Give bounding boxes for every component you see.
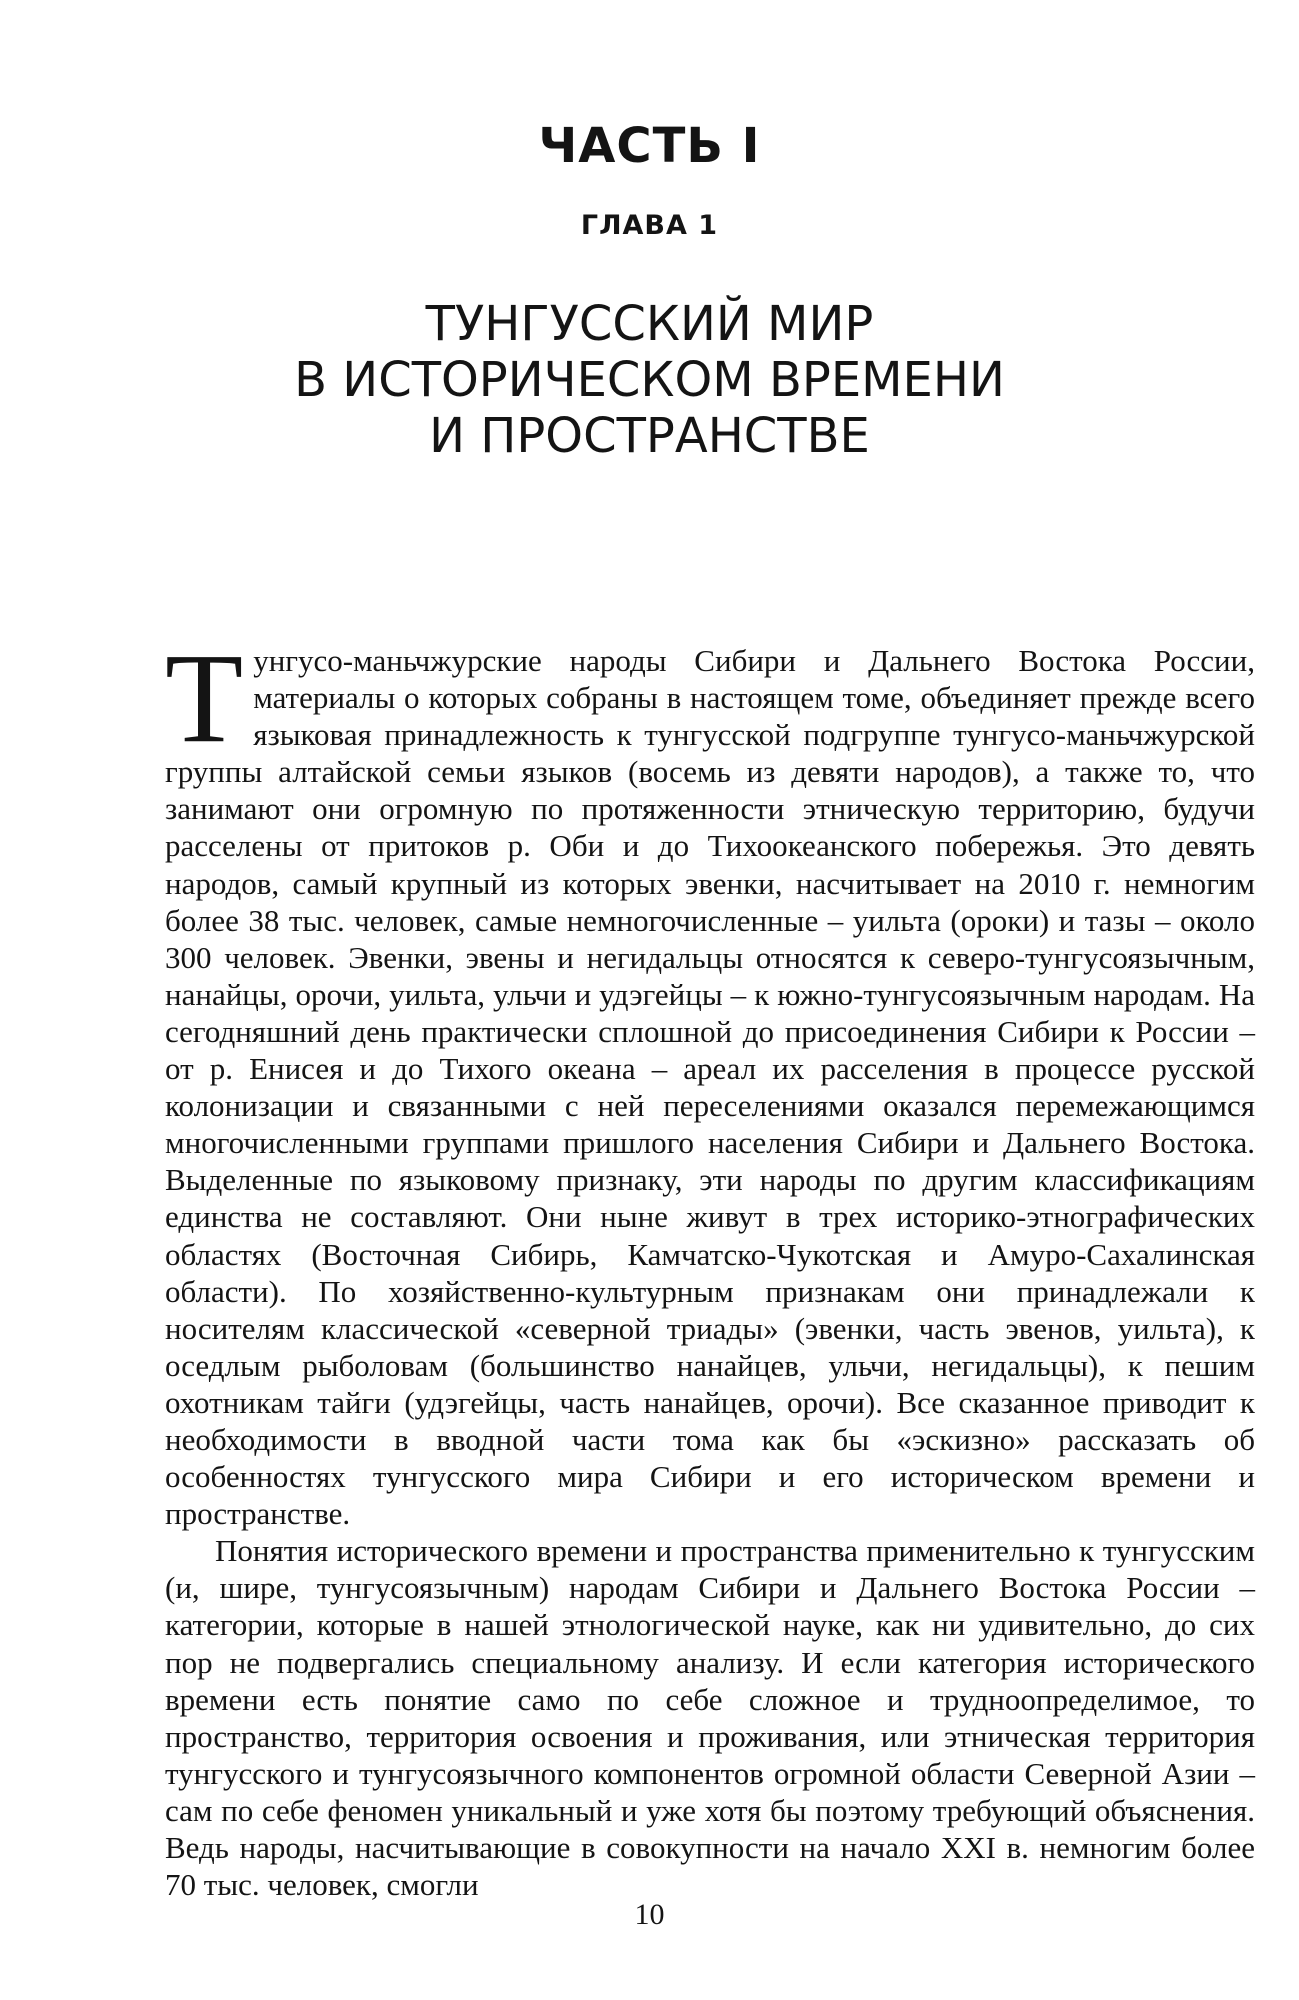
- paragraph-1-text: унгусо-маньчжурские народы Сибири и Дальнего Востока России, материалы о которых собраны в настоящем томе, объединяет прежде всего языковая принадлежность к тунгусской подгруппе тунгусо-маньчжурской группы алтайской семьи языков (восемь из девяти народов), а также то, что занимают они огромную по протяженности этническую территорию, будучи расселены от притоков р. Оби и до Тихоокеанского побережья. Это девять народов, самый крупный из которых эвенки, насчитывает на 2010 г. немногим более 38 тыс. человек, самые немногочисленные – уильта (ороки) и тазы – около 300 человек. Эвенки, эвены и негидальцы относятся к северо-тунгусоязычным, нанайцы, орочи, уильта, ульчи и удэгейцы – к южно-тунгусоязычным народам. На сегодняшний день практически сплошной до присоединения Сибири к России – от р. Енисея и до Тихого океана – ареал их расселения в процессе русской колонизации и связанными с ней переселениями оказался перемежающимся многочисленными группами пришлого населения Сибири и Дальнего Востока. Выделенные по языковому признаку, эти народы по другим классификациям единства не составляют. Они ныне живут в трех историко-этнографических областях (Восточная Сибирь, Камчатско-Чукотская и Амуро-Сахалинская области). По хозяйственно-культурным признакам они принадлежали к носителям классической «северной триады» (эвенки, часть эвенов, уильта), к оседлым рыболовам (большинство нанайцев, ульчи, негидальцы), к пешим охотникам тайги (удэгейцы, часть нанайцев, орочи). Все сказанное приводит к необходимости в вводной части тома как бы «эскизно» рассказать об особенностях тунгусского мира Сибири и его историческом времени и пространстве.: [165, 643, 1255, 1532]
- paragraph-1: [165, 627, 1255, 1532]
- chapter-title: [0, 296, 1299, 464]
- paragraph-2: Понятия исторического времени и пространства применительно к тунгусским (и, шире, тунгусоязычным) народам Сибири и Дальнего Востока России – категории, которые в нашей этнологической науке, как ни удивительно, до сих пор не подвергались специальному анализу. И если категория исторического времени есть понятие само по себе сложное и трудноопределимое, то пространство, территория освоения и проживания, или этническая территория тунгусского и тунгусоязычного компонентов огромной области Северной Азии – сам по себе феномен уникальный и уже хотя бы поэтому требующий объяснения. Ведь народы, насчитывающие в совокупности на начало XXI в. немногим более 70 тыс. человек, смогли: [165, 1533, 1255, 1903]
- drop-cap: Т: [165, 627, 244, 769]
- body-text: [165, 627, 1255, 1903]
- chapter-title-line: ТУНГУССКИЙ МИР: [425, 296, 874, 352]
- page-number: 10: [634, 1898, 665, 1931]
- chapter-label: ГЛАВА 1: [580, 210, 719, 241]
- chapter-title-line: В ИСТОРИЧЕСКОМ ВРЕМЕНИ: [294, 352, 1005, 408]
- chapter-title-line: И ПРОСТРАНСТВЕ: [429, 408, 870, 464]
- part-title: ЧАСТЬ I: [538, 118, 761, 174]
